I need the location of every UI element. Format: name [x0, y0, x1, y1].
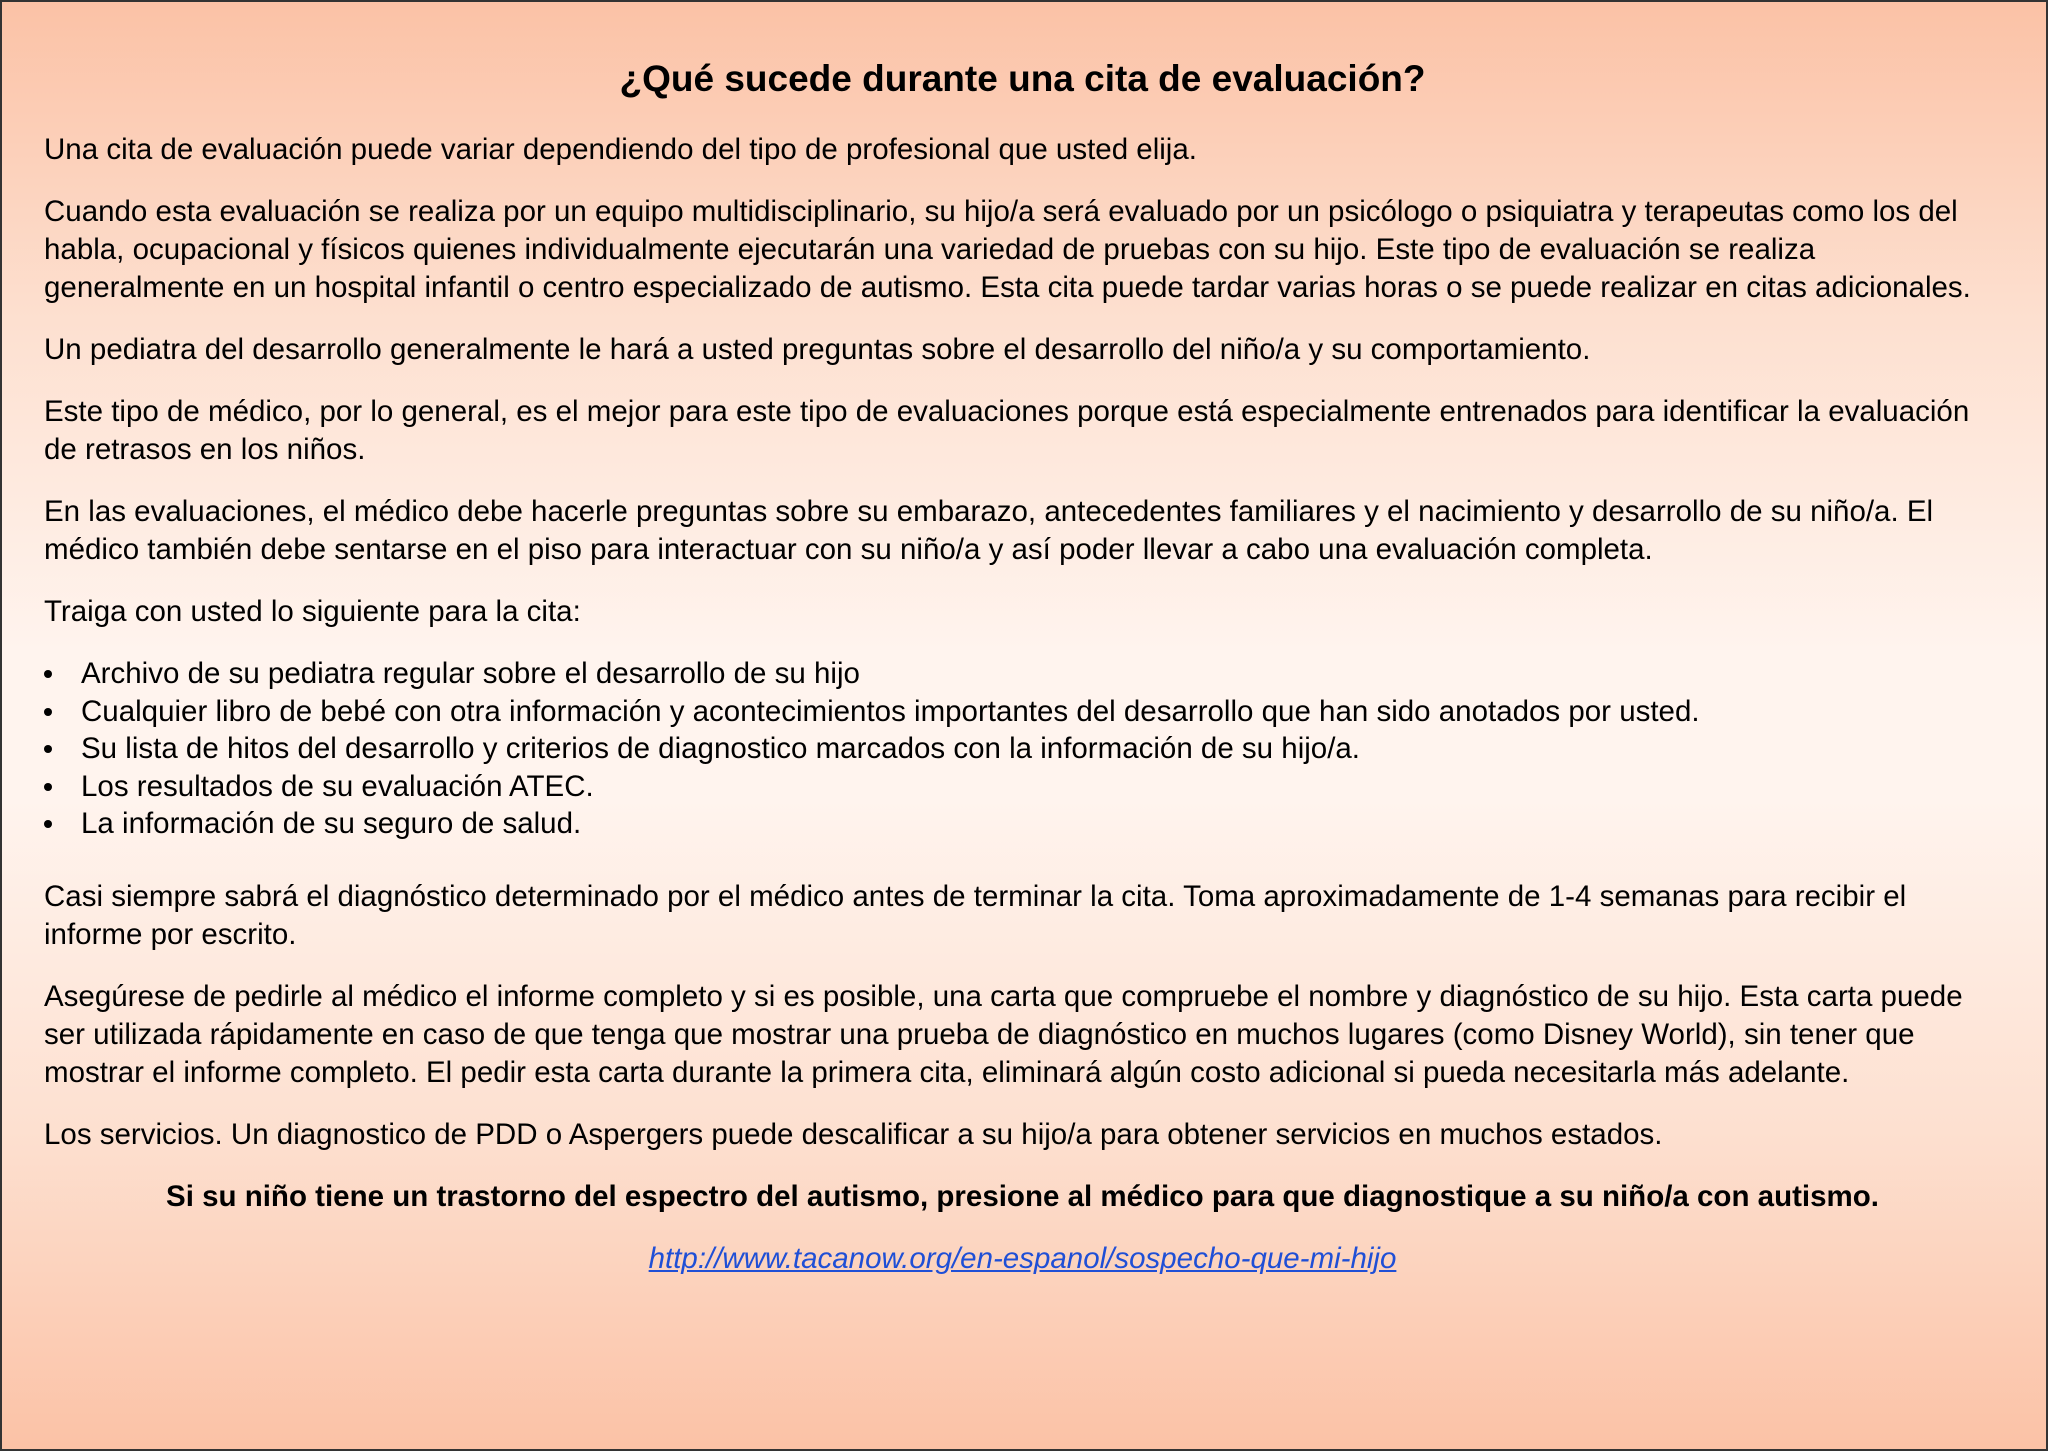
source-link[interactable]: http://www.tacanow.org/en-espanol/sospecho-que-mi-hijo	[648, 1241, 1397, 1275]
paragraph-multidisciplinary: Cuando esta evaluación se realiza por un equipo multidisciplinario, su hijo/a será evaluado por un psicólogo o psiquiatra y terapeutas como los del habla, ocupacional y físicos quienes individualmente ejecutarán una variedad de pruebas con su hijo. Este tipo de evaluación se realiza generalmente en un hospital infantil o centro especializado de autismo. Esta cita puede tardar varias horas o se puede realizar en citas adicionales.	[44, 195, 1971, 305]
list-item-text: La información de su seguro de salud.	[81, 807, 582, 841]
bring-list	[44, 655, 2001, 843]
bullet-icon	[44, 670, 52, 678]
paragraph-intro: Una cita de evaluación puede variar dependiendo del tipo de profesional que usted elija.	[44, 133, 1197, 167]
bullet-icon	[44, 820, 52, 828]
closing-statement: Si su niño tiene un trastorno del espectro del autismo, presione al médico para que diagnostique a su niño/a con autismo.	[166, 1179, 1879, 1213]
paragraph-diagnosis-timing: Casi siempre sabrá el diagnóstico determinado por el médico antes de terminar la cita. Toma aproximadamente de 1-4 semanas para recibir el informe por escrito.	[44, 879, 1907, 951]
paragraph-services: Los servicios. Un diagnostico de PDD o Aspergers puede descalificar a su hijo/a para obtener servicios en muchos estados.	[44, 1117, 1663, 1151]
paragraph-report-letter: Asegúrese de pedirle al médico el informe completo y si es posible, una carta que compruebe el nombre y diagnóstico de su hijo. Esta carta puede ser utilizada rápidamente en caso de que tenga que mostrar una prueba de diagnóstico en muchos lugares (como Disney World), sin tener que mostrar el informe completo. El pedir esta carta durante la primera cita, eliminará algún costo adicional si pueda necesitarla más adelante.	[44, 979, 1963, 1089]
list-item-text: Archivo de su pediatra regular sobre el desarrollo de su hijo	[81, 657, 860, 691]
list-item	[44, 655, 2001, 693]
page-title: ¿Qué sucede durante una cita de evaluación?	[619, 58, 1426, 99]
paragraph-evaluations: En las evaluaciones, el médico debe hacerle preguntas sobre su embarazo, antecedentes familiares y el nacimiento y desarrollo de su niño/a. El médico también debe sentarse en el piso para interactuar con su niño/a y así poder llevar a cabo una evaluación completa.	[44, 495, 1934, 567]
list-item-text: Los resultados de su evaluación ATEC.	[81, 769, 594, 803]
list-item-text: Cualquier libro de bebé con otra información y acontecimientos importantes del desarrollo que han sido anotados por usted.	[81, 694, 1700, 728]
list-item	[44, 730, 2001, 768]
bullet-icon	[44, 783, 52, 791]
source-link-container	[44, 1240, 2001, 1278]
list-item	[44, 768, 2001, 806]
list-item-text: Su lista de hitos del desarrollo y criterios de diagnostico marcados con la información de su hijo/a.	[81, 732, 1361, 766]
paragraph-pediatrician: Un pediatra del desarrollo generalmente le hará a usted preguntas sobre el desarrollo del niño/a y su comportamiento.	[44, 333, 1591, 367]
paragraph-bring-list-intro: Traiga con usted lo siguiente para la cita:	[44, 595, 581, 629]
list-item	[44, 693, 2001, 731]
paragraph-doctor-type: Este tipo de médico, por lo general, es el mejor para este tipo de evaluaciones porque está especialmente entrenados para identificar la evaluación de retrasos en los niños.	[44, 395, 1970, 467]
list-item	[44, 805, 2001, 843]
bullet-icon	[44, 745, 52, 753]
bullet-icon	[44, 708, 52, 716]
